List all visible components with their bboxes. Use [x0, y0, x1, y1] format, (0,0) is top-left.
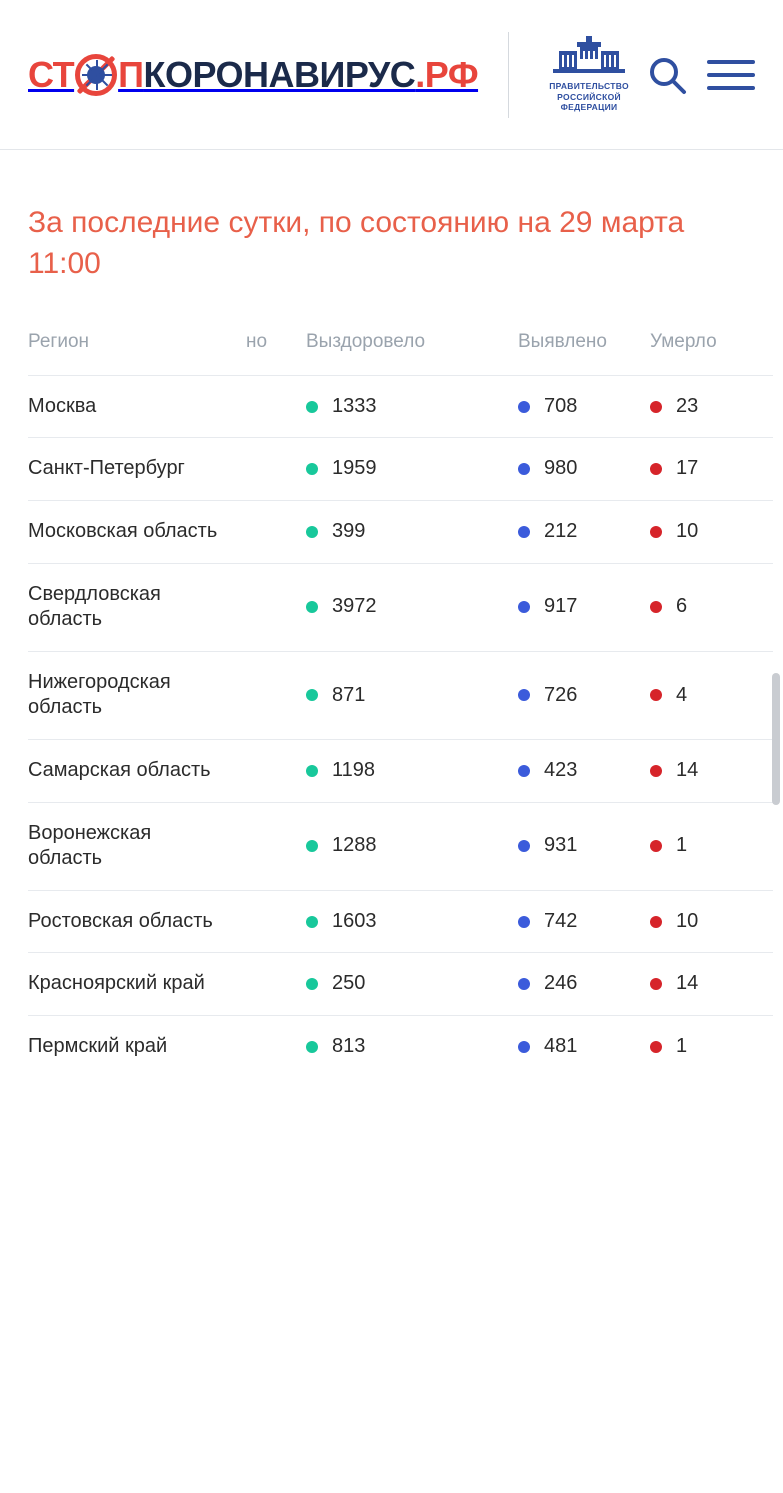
table-row [28, 438, 773, 501]
cell-clipped [246, 375, 306, 438]
table-row [28, 651, 773, 739]
cell-region: Пермский край [28, 1015, 246, 1077]
table-body [28, 375, 773, 1077]
died-dot-icon [650, 463, 662, 475]
cell-clipped [246, 739, 306, 802]
column-header-detected: Выявлено [518, 330, 607, 352]
logo-text [28, 54, 478, 96]
cell-region: Красноярский край [28, 953, 246, 1016]
cell-clipped [246, 953, 306, 1016]
regional-stats-table [28, 331, 773, 1078]
recovered-value-group [306, 758, 518, 784]
detected-value-group [518, 833, 650, 859]
logo-part-1: СТ [28, 53, 75, 95]
cell-died [650, 375, 773, 438]
died-dot-icon [650, 401, 662, 413]
cell-region: Самарская область [28, 739, 246, 802]
died-value: 1 [676, 834, 688, 857]
died-value: 4 [676, 683, 688, 706]
table-header [28, 331, 773, 376]
recovered-dot-icon [306, 601, 318, 613]
recovered-dot-icon [306, 526, 318, 538]
cell-recovered [306, 739, 518, 802]
detected-dot-icon [518, 463, 530, 475]
cell-detected [518, 438, 650, 501]
cell-died [650, 438, 773, 501]
detected-dot-icon [518, 840, 530, 852]
cell-detected [518, 1015, 650, 1077]
table-row [28, 953, 773, 1016]
detected-value: 481 [544, 1034, 578, 1057]
died-dot-icon [650, 1041, 662, 1053]
cell-recovered [306, 1015, 518, 1077]
detected-dot-icon [518, 978, 530, 990]
cell-died [650, 802, 773, 890]
gov-caption-line-2: РОССИЙСКОЙ [557, 91, 621, 102]
detected-value-group [518, 758, 650, 784]
cell-recovered [306, 438, 518, 501]
virus-icon [75, 54, 117, 96]
died-dot-icon [650, 526, 662, 538]
detected-value-group [518, 394, 650, 420]
recovered-value-group [306, 909, 518, 935]
died-value-group [650, 1034, 773, 1060]
died-value-group [650, 833, 773, 859]
detected-value-group [518, 519, 650, 545]
died-dot-icon [650, 765, 662, 777]
died-value: 10 [676, 519, 699, 542]
cell-region: Москва [28, 375, 246, 438]
cell-region: Московская область [28, 500, 246, 563]
cell-detected [518, 739, 650, 802]
recovered-dot-icon [306, 689, 318, 701]
detected-value-group [518, 683, 650, 709]
detected-value: 931 [544, 834, 578, 857]
died-value-group [650, 758, 773, 784]
died-dot-icon [650, 978, 662, 990]
site-logo[interactable] [28, 54, 478, 96]
page-scrollbar-thumb[interactable] [772, 673, 780, 805]
detected-value: 246 [544, 972, 578, 995]
died-dot-icon [650, 916, 662, 928]
menu-bar-2 [707, 73, 755, 77]
died-value-group [650, 394, 773, 420]
cell-region: Ростовская область [28, 890, 246, 953]
recovered-value: 399 [332, 519, 366, 542]
column-header-recovered: Выздоровело [306, 330, 426, 352]
died-value: 17 [676, 457, 699, 480]
died-value-group [650, 594, 773, 620]
died-value-group [650, 971, 773, 997]
died-value-group [650, 909, 773, 935]
recovered-value: 250 [332, 972, 366, 995]
recovered-dot-icon [306, 1041, 318, 1053]
cell-detected [518, 563, 650, 651]
government-building-icon [553, 36, 625, 76]
cell-died [650, 563, 773, 651]
recovered-dot-icon [306, 840, 318, 852]
search-icon[interactable] [645, 53, 689, 97]
site-header [0, 0, 783, 150]
died-dot-icon [650, 689, 662, 701]
table-header-row [28, 331, 773, 376]
table-row [28, 802, 773, 890]
table-row [28, 375, 773, 438]
detected-value-group [518, 971, 650, 997]
recovered-value: 871 [332, 683, 366, 706]
cell-recovered [306, 890, 518, 953]
cell-region: Воронежская область [28, 802, 246, 890]
recovered-value: 3972 [332, 595, 377, 618]
died-dot-icon [650, 601, 662, 613]
cell-recovered [306, 500, 518, 563]
recovered-value-group [306, 833, 518, 859]
recovered-value: 1333 [332, 394, 377, 417]
detected-value-group [518, 456, 650, 482]
column-header-clipped: но [246, 330, 268, 352]
recovered-dot-icon [306, 978, 318, 990]
detected-value: 742 [544, 909, 578, 932]
detected-dot-icon [518, 526, 530, 538]
recovered-value-group [306, 519, 518, 545]
detected-value: 212 [544, 519, 578, 542]
cell-clipped [246, 890, 306, 953]
cell-clipped [246, 651, 306, 739]
cell-clipped [246, 563, 306, 651]
cell-detected [518, 375, 650, 438]
table-row [28, 500, 773, 563]
detected-value-group [518, 1034, 650, 1060]
died-value-group [650, 456, 773, 482]
stats-table-container [0, 331, 783, 1078]
detected-dot-icon [518, 401, 530, 413]
gov-caption-line-1: ПРАВИТЕЛЬСТВО [549, 80, 629, 91]
detected-dot-icon [518, 765, 530, 777]
recovered-value-group [306, 394, 518, 420]
cell-recovered [306, 953, 518, 1016]
cell-died [650, 953, 773, 1016]
detected-value: 917 [544, 595, 578, 618]
table-row [28, 890, 773, 953]
cell-died [650, 890, 773, 953]
menu-bar-3 [707, 86, 755, 90]
detected-dot-icon [518, 689, 530, 701]
column-header-died: Умерло [650, 330, 717, 352]
detected-value: 423 [544, 758, 578, 781]
died-dot-icon [650, 840, 662, 852]
died-value-group [650, 519, 773, 545]
cell-clipped [246, 500, 306, 563]
detected-value-group [518, 594, 650, 620]
detected-value-group [518, 909, 650, 935]
government-emblem-caption [549, 81, 629, 114]
recovered-value: 1603 [332, 909, 377, 932]
died-value: 6 [676, 595, 688, 618]
died-value: 14 [676, 972, 699, 995]
detected-dot-icon [518, 601, 530, 613]
cell-recovered [306, 563, 518, 651]
menu-bar-1 [707, 60, 755, 64]
logo-part-2: П [118, 53, 144, 95]
cell-recovered [306, 651, 518, 739]
cell-died [650, 739, 773, 802]
recovered-value-group [306, 594, 518, 620]
died-value: 1 [676, 1034, 688, 1057]
recovered-dot-icon [306, 916, 318, 928]
recovered-value-group [306, 683, 518, 709]
detected-value: 726 [544, 683, 578, 706]
recovered-value-group [306, 971, 518, 997]
recovered-value: 1959 [332, 457, 377, 480]
cell-clipped [246, 802, 306, 890]
cell-detected [518, 500, 650, 563]
recovered-dot-icon [306, 463, 318, 475]
header-divider [508, 32, 509, 118]
column-header-region: Регион [28, 330, 90, 352]
table-row [28, 563, 773, 651]
cell-detected [518, 953, 650, 1016]
cell-detected [518, 802, 650, 890]
cell-region: Свердловская область [28, 563, 246, 651]
cell-recovered [306, 802, 518, 890]
cell-clipped [246, 1015, 306, 1077]
detected-dot-icon [518, 1041, 530, 1053]
died-value: 23 [676, 394, 699, 417]
cell-died [650, 651, 773, 739]
cell-detected [518, 651, 650, 739]
cell-clipped [246, 438, 306, 501]
recovered-value: 1198 [332, 758, 376, 781]
detected-value: 708 [544, 394, 578, 417]
recovered-dot-icon [306, 765, 318, 777]
cell-region: Нижегородская область [28, 651, 246, 739]
table-row [28, 1015, 773, 1077]
died-value-group [650, 683, 773, 709]
detected-value: 980 [544, 457, 578, 480]
died-value: 10 [676, 909, 699, 932]
cell-recovered [306, 375, 518, 438]
detected-dot-icon [518, 916, 530, 928]
government-emblem [535, 36, 643, 114]
table-row [28, 739, 773, 802]
logo-part-4: .РФ [415, 53, 479, 95]
recovered-value-group [306, 456, 518, 482]
recovered-value: 1288 [332, 834, 377, 857]
menu-icon[interactable] [707, 55, 755, 95]
page-title: За последние сутки, по состоянию на 29 марта 11:00 [28, 206, 685, 281]
cell-died [650, 500, 773, 563]
died-value: 14 [676, 758, 699, 781]
recovered-value-group [306, 1034, 518, 1060]
gov-caption-line-3: ФЕДЕРАЦИИ [560, 102, 618, 113]
cell-died [650, 1015, 773, 1077]
cell-detected [518, 890, 650, 953]
recovered-value: 813 [332, 1034, 366, 1057]
logo-part-3: КОРОНАВИРУС [143, 53, 416, 95]
cell-region: Санкт-Петербург [28, 438, 246, 501]
recovered-dot-icon [306, 401, 318, 413]
